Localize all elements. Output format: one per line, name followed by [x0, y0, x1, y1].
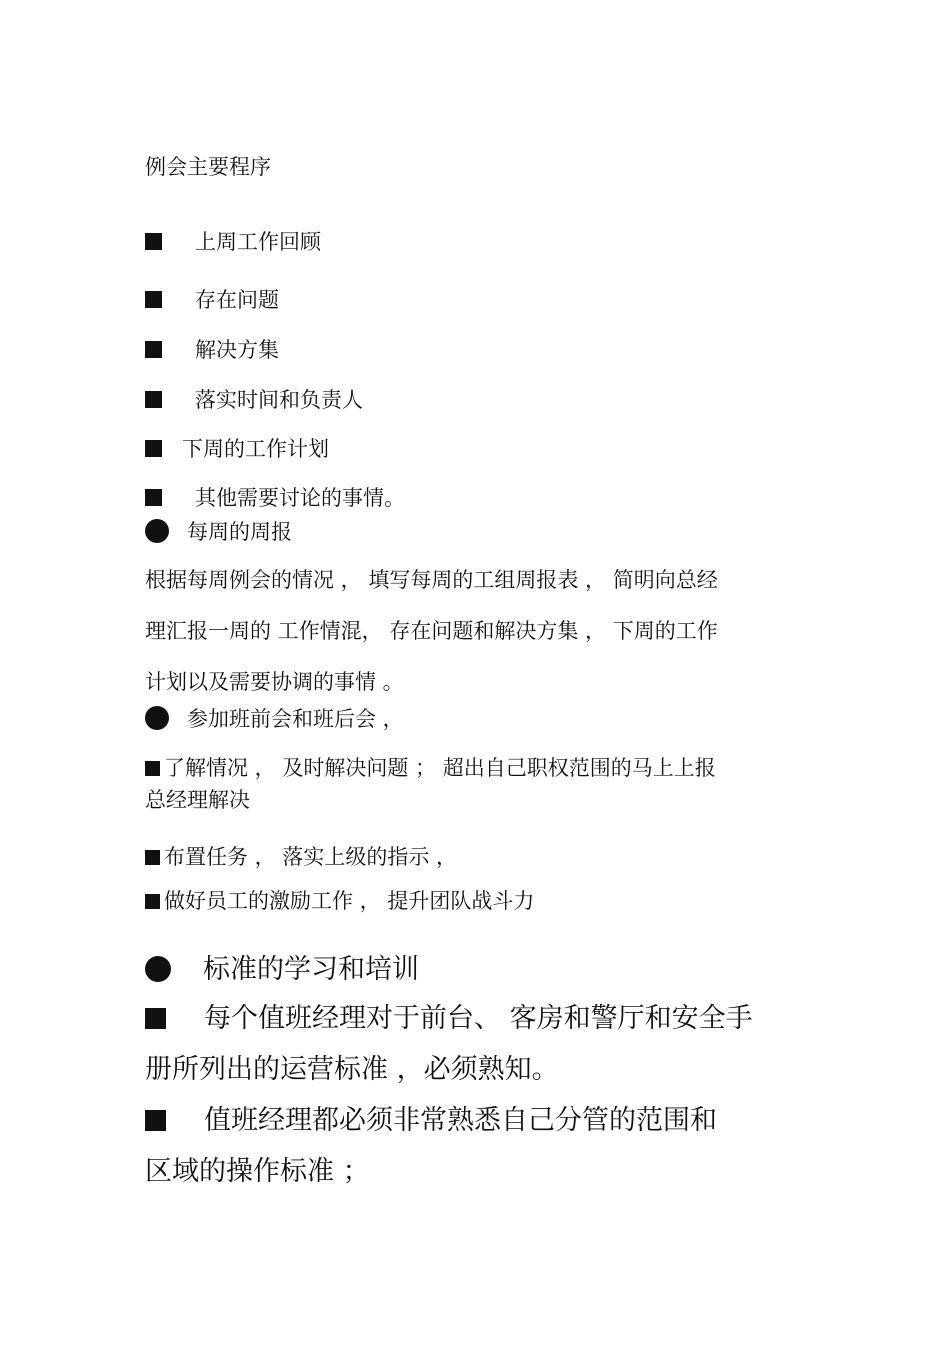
meeting-item-label: 布置任务 ， 落实上级的指示 ，	[164, 845, 458, 869]
training-item-continued: 册所列出的运营标准 ，必须熟知。	[145, 1054, 559, 1085]
section-title: 每周的周报	[187, 520, 292, 544]
agenda-item	[145, 485, 405, 511]
agenda-item	[145, 387, 363, 413]
section-title: 标准的学习和培训	[203, 954, 419, 985]
agenda-item-label: 上周工作回顾	[195, 230, 321, 254]
training-item	[145, 1104, 717, 1138]
meeting-item	[145, 888, 534, 914]
page-title: 例会主要程序	[145, 155, 271, 179]
section-weekly-report	[145, 519, 292, 545]
agenda-item-label: 解决方集	[195, 338, 279, 362]
square-bullet-icon	[145, 391, 162, 408]
training-item-label: 值班经理都必须非常熟悉自己分管的范围和	[204, 1105, 717, 1136]
circle-bullet-icon	[145, 956, 171, 982]
meeting-item-label: 了解情况 ， 及时解决问题 ； 超出自己职权范围的马上上报	[164, 756, 716, 780]
meeting-item	[145, 755, 716, 781]
square-bullet-icon	[145, 440, 162, 457]
section-shift-meetings	[145, 706, 404, 732]
circle-bullet-icon	[145, 519, 169, 543]
training-item	[145, 1002, 753, 1036]
meeting-item-continued: 总经理解决	[145, 788, 250, 812]
square-bullet-icon	[145, 1008, 166, 1029]
agenda-item-label: 下周的工作计划	[182, 437, 329, 461]
agenda-item	[145, 287, 279, 313]
paragraph-line: 根据每周例会的情况 ， 填写每周的工组周报表 ， 简明向总经	[145, 568, 718, 592]
square-bullet-icon	[145, 291, 162, 308]
section-title: 参加班前会和班后会 ，	[187, 707, 404, 731]
agenda-item-label: 落实时间和负责人	[195, 388, 363, 412]
meeting-item-label: 做好员工的激励工作 ， 提升团队战斗力	[164, 889, 535, 913]
square-bullet-icon	[145, 761, 160, 776]
agenda-item	[145, 229, 321, 255]
agenda-item	[145, 337, 279, 363]
circle-bullet-icon	[145, 706, 169, 730]
meeting-item	[145, 844, 457, 870]
square-bullet-icon	[145, 341, 162, 358]
section-standards-training	[145, 953, 419, 987]
paragraph-line: 计划以及需要协调的事情 。	[145, 670, 404, 694]
training-item-continued: 区域的操作标准 ；	[145, 1156, 370, 1187]
training-item-label: 每个值班经理对于前台、 客房和警厅和安全手	[204, 1003, 753, 1034]
square-bullet-icon	[145, 233, 162, 250]
square-bullet-icon	[145, 850, 160, 865]
square-bullet-icon	[145, 489, 162, 506]
paragraph-line: 理汇报一周的 工作情混， 存在问题和解决方集 ， 下周的工作	[145, 619, 718, 643]
agenda-item-label: 存在问题	[195, 288, 279, 312]
agenda-item-label: 其他需要讨论的事情。	[195, 486, 405, 510]
square-bullet-icon	[145, 1110, 166, 1131]
square-bullet-icon	[145, 894, 160, 909]
agenda-item	[145, 436, 329, 462]
